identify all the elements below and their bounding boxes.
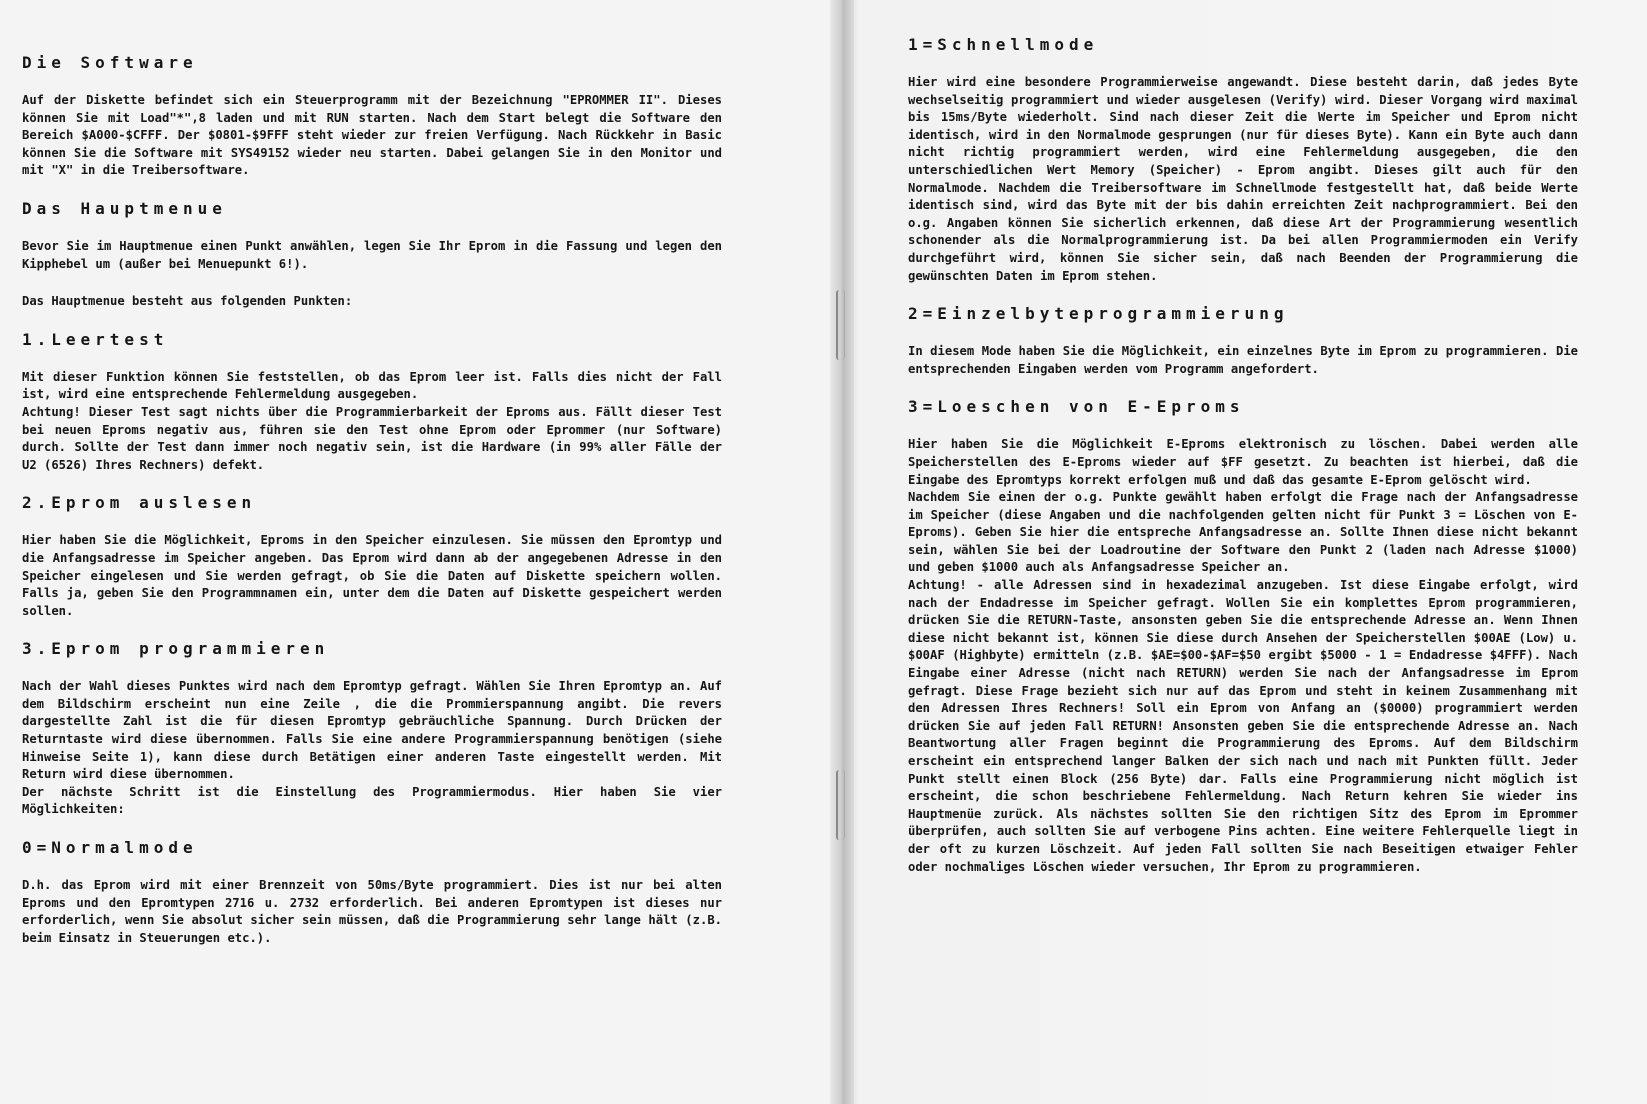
paragraph-software: Auf der Diskette befindet sich ein Steuerprogramm mit der Bezeichnung "EPROMMER II". Dieses können Sie mit Load"*",8 laden und mit RUN starten. Nach dem Start belegt die Software den Bereich $A000-$CFFF. Der $0801-$9FFF steht wieder zur freien Verfügung. Nach Rückkehr in Basic können Sie die Software mit SYS49152 wieder neu starten. Dabei gelangen Sie in den Monitor und mit "X" in die Treibersoftware. — [22, 93, 722, 178]
heading-loeschen: 3=Loeschen von E-Eproms — [908, 397, 1245, 417]
paragraph-einzelbyte: In diesem Mode haben Sie die Möglichkeit, ein einzelnes Byte im Eprom zu programmieren. Die entsprechenden Eingaben werden vom Programm angefordert. — [908, 344, 1578, 376]
paragraph-leertest: Mit dieser Funktion können Sie feststellen, ob das Eprom leer ist. Falls dies nicht der Fall ist, wird eine entsprechende Fehlermeldung ausgegeben. Achtung! Dieser Test sagt nichts über die Programmierbarkeit der Eproms aus. Fällt dieser Test bei neuen Eproms negativ aus, führen sie den Test ohne Eprom oder Eprommer (nur Software) durch. Sollte der Test dann immer noch negativ sein, ist die Hardware (in 99% aller Fälle der U2 (6526) Ihres Rechners) defekt. — [22, 369, 722, 472]
book-gutter — [830, 0, 854, 1104]
paragraph-normalmode: D.h. das Eprom wird mit einer Brennzeit von 50ms/Byte programmiert. Dies ist nur bei alten Eproms und den Epromtypen 2716 u. 2732 erforderlich. Bei anderen Epromtypen ist dieses nur erforderlich, wenn Sie absolut sicher sein müssen, daß die Programmierung sehr lange hält (z.B. beim Einsatz in Steuerungen etc.). — [22, 878, 722, 945]
paragraph-hauptmenue-points: Das Hauptmenue besteht aus folgenden Punkten: — [22, 294, 353, 309]
heading-hauptmenue: Das Hauptmenue — [22, 198, 227, 218]
heading-software: Die Software — [22, 53, 198, 72]
heading-eprom-auslesen: 2.Eprom auslesen — [22, 493, 257, 513]
heading-normalmode: 0=Normalmode — [22, 838, 198, 858]
heading-leertest: 1.Leertest — [22, 329, 169, 349]
heading-schnellmode: 1=Schnellmode — [908, 35, 1099, 54]
paragraph-eprom-programmieren: Nach der Wahl dieses Punktes wird nach dem Epromtyp gefragt. Wählen Sie Ihren Epromtyp an. Auf dem Bildschirm erscheint nun eine Zeile , die die Prommierspannung angibt. Die revers dargestellte Zahl ist die für diesen Epromtyp gebräuchliche Spannung. Durch Drücken der Returntaste wird diese übernommen. Falls Sie eine andere Programmierspannung benötigen (siehe Hinweise Seite 1), kann diese durch Betätigen einer anderen Taste eingestellt werden. Mit Return wird diese übernommen. Der nächste Schritt ist die Einstellung des Programmiermodus. Hier haben Sie vier Möglichkeiten: — [22, 679, 722, 817]
paragraph-eprom-auslesen: Hier haben Sie die Möglichkeit, Eproms in den Speicher einzulesen. Sie müssen den Epromtyp und die Anfangsadresse im Speicher angeben. Das Eprom wird dann ab der angegebenen Adresse in den Speicher eingelesen und Sie werden gefragt, ob Sie die Daten auf Diskette speichern wollen. Falls ja, geben Sie den Programmnamen ein, unter dem die Daten auf Diskette gespeichert werden sollen. — [22, 533, 722, 618]
heading-eprom-programmieren: 3.Eprom programmieren — [22, 639, 330, 659]
paragraph-loeschen: Hier haben Sie die Möglichkeit E-Eproms elektronisch zu löschen. Dabei werden alle Speicherstellen des E-Eproms wieder auf $FF gesetzt. Zu beachten ist hierbei, daß die Eingabe des Epromtyps korrekt erfolgen muß und daß das gesamte E-Eprom gelöscht wird. Nachdem Sie einen der o.g. Punkte gewählt haben erfolgt die Frage nach der Anfangsadresse im Speicher (diese Angaben und die nachfolgenden gelten nicht für Punkt 3 = Löschen von E-Eproms). Geben Sie hier die entspreche Anfangsadresse an. Sollte Ihnen diese nicht bekannt sein, wählen Sie bei der Loadroutine der Software den Punkt 2 (laden nach Adresse $1000) und geben $1000 auch als Anfangsadresse Speicher an. Achtung! - alle Adressen sind in hexadezimal anzugeben. Ist diese Eingabe erfolgt, wird nach der Endadresse im Speicher gefragt. Wollen Sie ein komplettes Eprom programmieren, drücken Sie die RETURN-Taste, ansonsten geben Sie die entsprechende Adresse an. Wenn Ihnen diese nicht bekannt ist, können Sie diese durch Ansehen der Speicherstellen $00AE (Low) u. $00AF (Highbyte) ermitteln (z.B. $AE=$00-$AF=$50 ergibt $5000 - 1 = Endadresse $4FFF). Nach Eingabe einer Adresse (nicht nach RETURN) werden Sie nach der Anfangsadresse im Eprom gefragt. Diese Frage bezieht sich nur auf das Eprom und steht in keinem Zusammenhang mit den Adressen Ihres Rechners! Soll ein Eprom von Anfang an ($0000) programmiert werden drücken Sie auf jeden Fall RETURN! Ansonsten geben Sie die entsprechende Adresse an. Nach Beantwortung aller Fragen beginnt die Programmierung des Eproms. Auf dem Bildschirm erscheint ein entsprechend langer Balken der sich nach und nach mit Punkten füllt. Jeder Punkt stellt einen Block (256 Byte) dar. Falls eine Programmierung nicht möglich ist erscheint, die schon beschriebene Fehlermeldung. Nach Return kehren Sie wieder ins Hauptmenüe zurück. Als nächstes sollten Sie den richtigen Sitz des Eprom im Eprommer überprüfen, auch sollten Sie auf verbogene Pins achten. Eine weitere Fehlerquelle liegt in der oft zu kurzen Löschzeit. Auf jeden Fall sollten Sie nach Beseitigen etwaiger Fehler oder nochmaliges Löschen wieder versuchen, Ihr Eprom zu programmieren. — [908, 437, 1578, 874]
left-column — [22, 54, 722, 947]
staple-bottom — [836, 770, 845, 840]
right-column — [908, 36, 1578, 876]
paragraph-schnellmode: Hier wird eine besondere Programmierweise angewandt. Diese besteht darin, daß jedes Byte wechselseitig programmiert und wieder ausgelesen (Verify) wird. Dieser Vorgang wird maximal bis 15ms/Byte wiederholt. Sind nach dieser Zeit die Werte im Speicher und Eprom nicht identisch, wird in den Normalmode gesprungen (nur für dieses Byte). Kann ein Byte auch dann nicht richtig programmiert werden, wird eine Fehlermeldung ausgegeben, die den unterschiedlichen Wert Memory (Speicher) - Eprom angibt. Dieses gilt auch für den Normalmode. Nachdem die Treibersoftware im Schnellmode festgestellt hat, daß beide Werte identisch sind, wird das Byte mit der bis dahin erreichten Zeit nachprogrammiert. Bei den o.g. Angaben können Sie sicherlich erkennen, daß diese Art der Programmierung wesentlich schonender als die Normalprogrammierung ist. Da bei allen Programmiermoden ein Verify durchgeführt wird, können Sie sicher sein, daß nach Beenden der Programmierung die gewünschten Daten im Eprom stehen. — [908, 75, 1578, 283]
staple-top — [836, 290, 845, 360]
heading-einzelbyte: 2=Einzelbyteprogrammierung — [908, 304, 1289, 324]
paragraph-hauptmenue: Bevor Sie im Hauptmenue einen Punkt anwählen, legen Sie Ihr Eprom in die Fassung und legen den Kipphebel um (außer bei Menuepunkt 6!). — [22, 238, 722, 271]
right-page — [842, 0, 1647, 1104]
